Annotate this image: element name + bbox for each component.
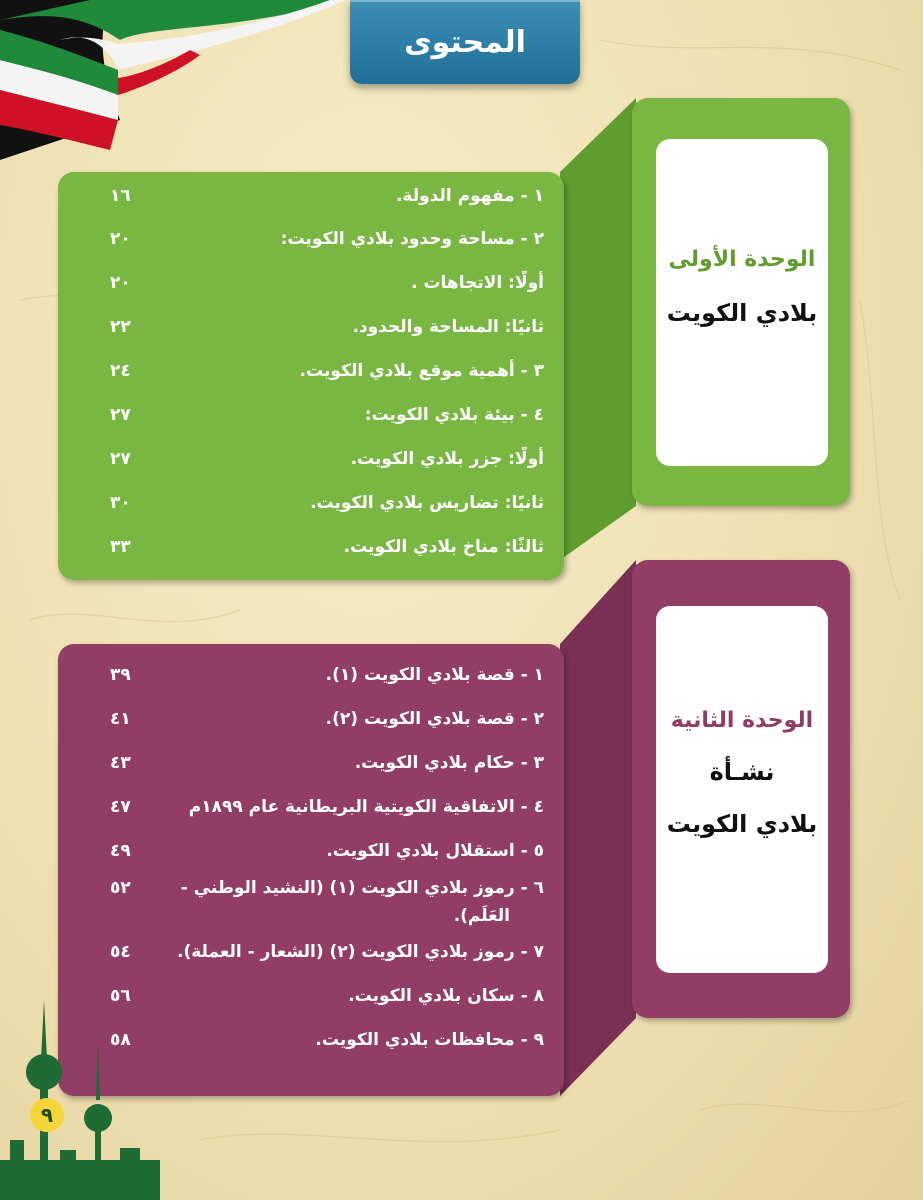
toc-entry[interactable]: [110, 841, 544, 861]
toc-entry-title: ٨ - سكان بلادي الكويت.: [348, 986, 544, 1006]
unit1-heading: الوحدة الأولى: [668, 247, 816, 272]
toc-entry-title: ٥ - استقلال بلادي الكويت.: [326, 841, 544, 861]
toc-entry-page-number: ٤٩: [110, 841, 131, 861]
unit1-subtitle: بلادي الكويت: [666, 299, 818, 327]
toc-entry-title: ثانيًا: المساحة والحدود.: [352, 317, 544, 337]
unit2-heading: الوحدة الثانية: [670, 708, 814, 733]
toc-entry-page-number: ٢٠: [110, 229, 131, 249]
toc-entry-title: ٦ - رموز بلادي الكويت (١) (النشيد الوطني -: [180, 878, 544, 898]
toc-entry-title: ١ - مفهوم الدولة.: [395, 186, 544, 206]
toc-entry-title: ٧ - رموز بلادي الكويت (٢) (الشعار - العملة).: [177, 942, 544, 962]
toc-entry-title: ٣ - أهمية موقع بلادي الكويت.: [299, 361, 544, 381]
toc-entry-page-number: ٣٠: [110, 493, 131, 513]
toc-entry[interactable]: [110, 665, 544, 685]
toc-entry-page-number: ٣٣: [110, 537, 131, 557]
toc-entry-page-number: ٤١: [110, 709, 131, 729]
toc-entry-title-continuation: العَلَم).: [453, 906, 510, 926]
toc-entry[interactable]: [110, 1030, 544, 1050]
toc-entry[interactable]: [110, 986, 544, 1006]
toc-entry-title: ٣ - حكام بلادي الكويت.: [354, 753, 544, 773]
toc-entry-page-number: ٥٦: [110, 986, 131, 1006]
unit2-subtitle-line2: بلادي الكويت: [666, 810, 818, 838]
toc-entry-title: ٢ - قصة بلادي الكويت (٢).: [325, 709, 544, 729]
toc-entry-title: ثالثًا: مناخ بلادي الكويت.: [343, 537, 544, 557]
toc-entry-title: ٩ - محافظات بلادي الكويت.: [315, 1030, 544, 1050]
toc-entry-title: ثانيًا: تضاريس بلادي الكويت.: [310, 493, 544, 513]
toc-entry[interactable]: [110, 753, 544, 773]
toc-entry-title: أولًا: جزر بلادي الكويت.: [350, 449, 544, 469]
unit2-card: [656, 606, 828, 973]
toc-entry[interactable]: [110, 709, 544, 729]
page-title: المحتوى: [404, 24, 526, 60]
toc-entry-page-number: ٥٢: [110, 878, 131, 898]
toc-entry-title: أولًا: الاتجاهات .: [411, 273, 544, 293]
toc-entry-page-number: ٥٤: [110, 942, 131, 962]
toc-entry-page-number: ٢٢: [110, 317, 131, 337]
toc-entry-title: ١ - قصة بلادي الكويت (١).: [325, 665, 544, 685]
toc-entry-page-number: ٢٧: [110, 449, 131, 469]
toc-entry-page-number: ٢٤: [110, 361, 131, 381]
toc-entry-title: ٤ - بيئة بلادي الكويت:: [364, 405, 544, 425]
toc-entry-page-number: ٣٩: [110, 665, 131, 685]
toc-entry-title: ٢ - مساحة وحدود بلادي الكويت:: [280, 229, 544, 249]
unit2-subtitle-line1: نشـأة: [709, 758, 775, 786]
page-number: ٩: [30, 1098, 64, 1132]
toc-entry-page-number: ٥٨: [110, 1030, 131, 1050]
toc-entry[interactable]: [110, 942, 544, 962]
toc-entry-page-number: ١٦: [110, 186, 131, 206]
toc-entry-page-number: ٤٧: [110, 797, 131, 817]
toc-entry-title: ٤ - الاتفاقية الكويتية البريطانية عام ١٨٩٩م: [188, 797, 544, 817]
toc-entry[interactable]: [110, 797, 544, 817]
toc-entry-page-number: ٢٠: [110, 273, 131, 293]
unit2-toc-list: [110, 660, 544, 1070]
toc-entry[interactable]: [110, 878, 544, 926]
kuwait-towers-illustration: [0, 1000, 160, 1200]
toc-entry-page-number: ٤٣: [110, 753, 131, 773]
toc-entry-page-number: ٢٧: [110, 405, 131, 425]
